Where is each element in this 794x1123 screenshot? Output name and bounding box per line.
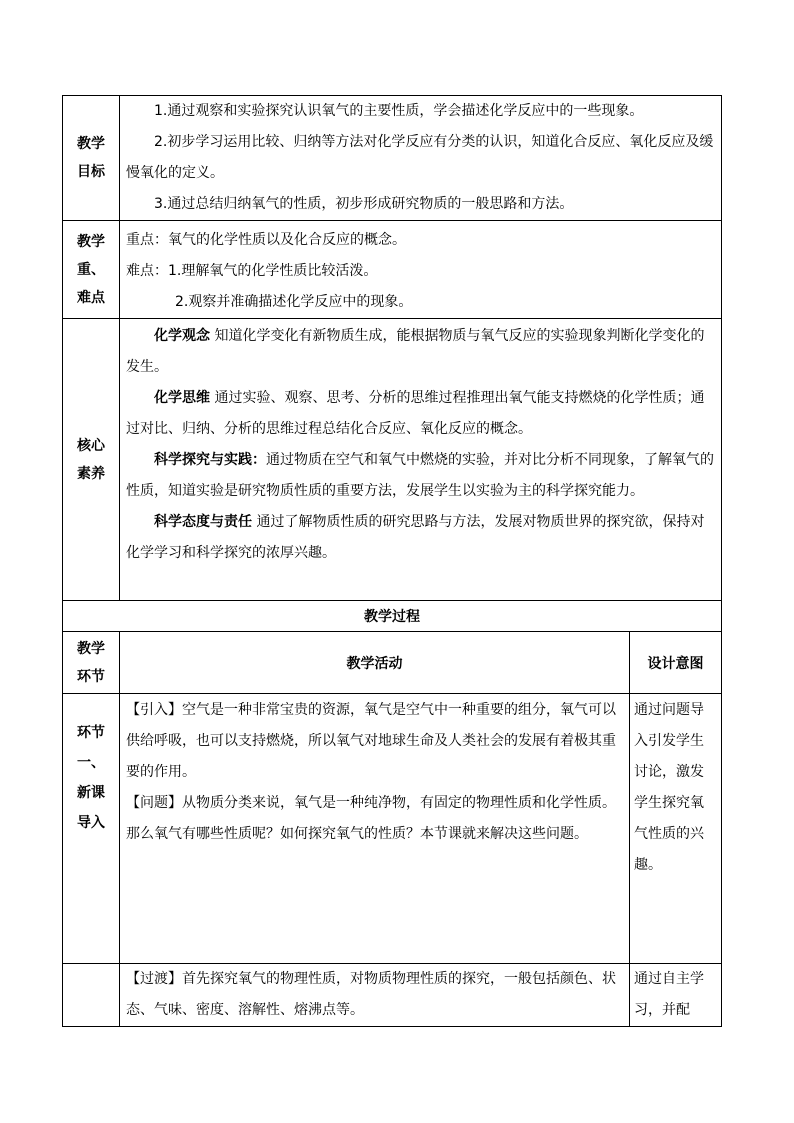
key-points-label: [63, 221, 120, 319]
literacy-label: [63, 319, 120, 601]
objectives-label-text: 教学目标: [77, 136, 105, 180]
stage1-label-text: 环节一、新课导入: [77, 725, 105, 831]
stage1-question: 【问题】从物质分类来说，氧气是一种纯净物，有固定的物理性质和化学性质。那么氧气有哪些性质呢？如何探究氧气的性质？本节课就来解决这些问题。: [126, 795, 616, 842]
col-design-header: 设计意图: [630, 632, 722, 694]
literacy-text-1: 知道化学变化有新物质生成，能根据物质与氧气反应的实验现象判断化学变化的发生。: [126, 328, 705, 375]
key-points-content: [120, 221, 722, 319]
stage2-design: [630, 964, 722, 1027]
key-focus: 重点：氧气的化学性质以及化合反应的概念。: [126, 232, 406, 248]
stage1-design: [630, 694, 722, 964]
objective-2: 2.初步学习运用比较、归纳等方法对化学反应有分类的认识，知道化合反应、氧化反应及缓慢氧化的定义。: [126, 134, 714, 181]
stage1-intro: 【引入】空气是一种非常宝贵的资源，氧气是空气中一种重要的组分，氧气可以供给呼吸，也可以支持燃烧，所以氧气对地球生命及人类社会的发展有着极其重要的作用。: [126, 702, 616, 780]
literacy-head-3: 科学探究与实践：: [154, 452, 266, 468]
objectives-label: [63, 96, 120, 221]
stage2-activity: [120, 964, 630, 1027]
objective-1: 1.通过观察和实验探究认识氧气的主要性质，学会描述化学反应中的一些现象。: [154, 103, 644, 119]
col-stage-header: [63, 632, 120, 694]
literacy-label-text: 核心素养: [77, 437, 105, 482]
lesson-plan-table: [62, 95, 722, 1027]
stage2-design-text: 通过自主学习，并配: [634, 971, 704, 1018]
stage1-activity: [120, 694, 630, 964]
key-points-label-text: 教学重、难点: [77, 233, 105, 306]
literacy-head-4: 科学态度与责任: [154, 514, 252, 530]
literacy-head-1: 化学观念: [154, 328, 210, 344]
literacy-item-3: [126, 445, 715, 507]
literacy-text-4: 通过了解物质性质的研究思路与方法，发展对物质世界的探究欲，保持对化学学习和科学探究的浓厚兴趣。: [126, 514, 705, 561]
stage2-label: [63, 964, 120, 1027]
literacy-item-2: [126, 383, 715, 445]
key-difficulty-1: 难点：1.理解氧气的化学性质比较活泼。: [126, 263, 378, 279]
stage1-design-text: 通过问题导入引发学生讨论，激发学生探究氧气性质的兴趣。: [634, 702, 704, 873]
literacy-content: [120, 319, 722, 601]
col-activity-header: 教学活动: [120, 632, 630, 694]
literacy-text-3: 通过物质在空气和氧气中燃烧的实验，并对比分析不同现象，了解氧气的性质，知道实验是研究物质性质的重要方法，发展学生以实验为主的科学探究能力。: [126, 452, 714, 499]
col-stage-text: 教学环节: [77, 640, 105, 685]
stage1-label: [63, 694, 120, 964]
process-title: 教学过程: [63, 601, 722, 632]
literacy-text-2: 通过实验、观察、思考、分析的思维过程推理出氧气能支持燃烧的化学性质；通过对比、归纳、分析的思维过程总结化合反应、氧化反应的概念。: [126, 390, 705, 437]
objective-3: 3.通过总结归纳氧气的性质，初步形成研究物质的一般思路和方法。: [154, 196, 574, 212]
stage2-transition: 【过渡】首先探究氧气的物理性质，对物质物理性质的探究，一般包括颜色、状态、气味、密度、溶解性、熔沸点等。: [126, 971, 616, 1018]
literacy-head-2: 化学思维: [154, 390, 210, 406]
key-difficulty-2: 2.观察并准确描述化学反应中的现象。: [175, 294, 413, 310]
literacy-item-4: [126, 507, 715, 569]
literacy-item-1: [126, 321, 715, 383]
objectives-content: [120, 96, 722, 221]
